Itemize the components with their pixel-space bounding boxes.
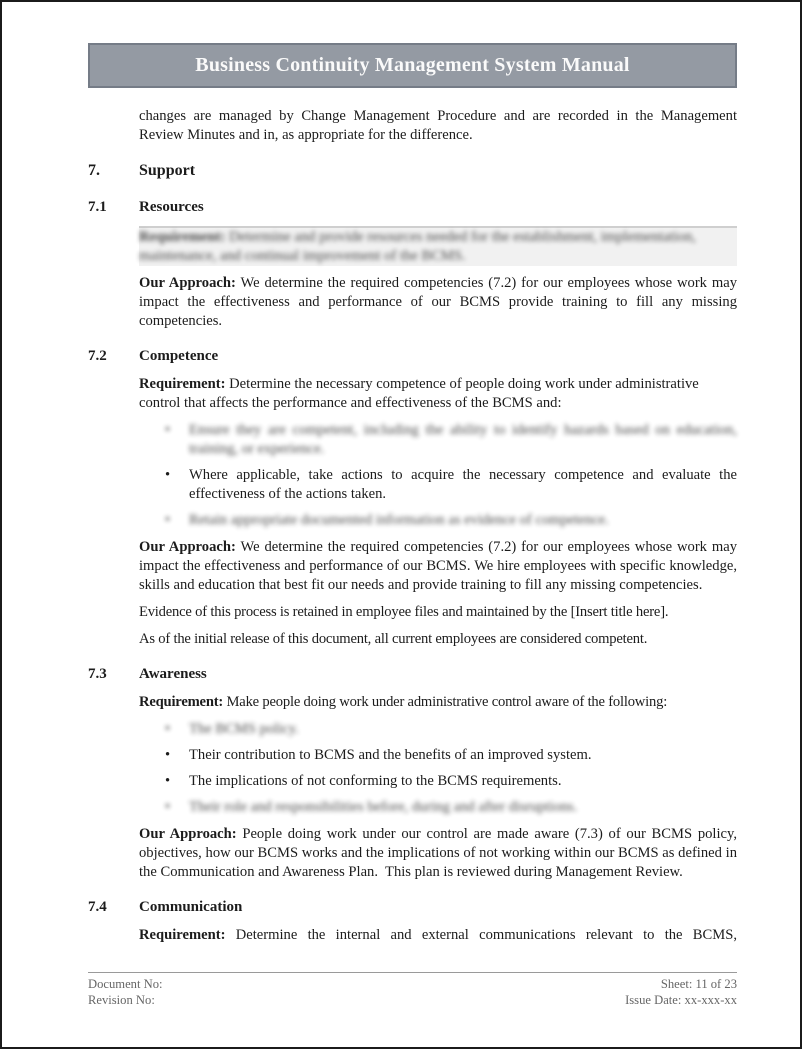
requirement-label: Requirement:	[139, 229, 226, 245]
our-approach-paragraph	[139, 825, 737, 882]
bullet-text: Where applicable, take actions to acquire the necessary competence and evaluate the effectiveness of the actions taken.	[189, 467, 737, 502]
requirement-paragraph	[139, 375, 719, 413]
revision-no-label: Revision No:	[88, 993, 155, 1007]
our-approach-text: We determine the required competencies (7.2) for our employees whose work may impact the effectiveness and performance of our BCMS. We hire employees with specific knowledge, skills and education that best fit our needs and provide training to fill any missing competencies.	[139, 539, 738, 593]
redacted-requirement-block	[139, 226, 737, 266]
bullet-text: Their contribution to BCMS and the benefits of an improved system.	[189, 747, 592, 763]
page-footer	[88, 972, 737, 1008]
requirement-text: Determine the necessary competence of people doing work under administrative control that affects the performance and effectiveness of the BCMS and:	[139, 376, 699, 411]
bullet-item	[139, 772, 737, 791]
section-7-3-heading	[88, 666, 737, 682]
bullet-text: Their role and responsibilities before, during and after disruptions.	[189, 799, 578, 815]
bullet-item-redacted	[139, 511, 737, 530]
our-approach-label: Our Approach:	[139, 539, 236, 555]
our-approach-text: People doing work under our control are made aware (7.3) of our BCMS policy, objectives, how our BCMS works and the implications of not working within our BCMS as defined in the Communication and Awareness Plan. This plan is reviewed during Management Review.	[139, 826, 737, 880]
requirement-paragraph	[139, 693, 737, 712]
bullet-list	[139, 421, 737, 530]
page-content	[2, 2, 800, 945]
heading-number: 7.1	[88, 199, 107, 215]
evidence-paragraph: Evidence of this process is retained in employee files and maintained by the [Insert title here].	[139, 604, 669, 620]
heading-title: Competence	[139, 348, 219, 364]
bullet-item-redacted	[139, 720, 737, 739]
heading-title: Communication	[139, 899, 243, 915]
heading-title: Support	[139, 162, 196, 179]
sheet-label: Sheet: 11 of 23	[660, 977, 737, 991]
intro-paragraph: changes are managed by Change Management Procedure and are recorded in the Management Review Minutes and in, as appropriate for the difference.	[139, 108, 737, 143]
heading-number: 7.4	[88, 899, 107, 915]
our-approach-paragraph	[139, 538, 737, 595]
section-7-1-heading	[88, 199, 737, 215]
requirement-paragraph	[139, 926, 737, 945]
bullet-item-redacted	[139, 798, 737, 817]
our-approach-text: We determine the required competencies (7.2) for our employees whose work may impact the effectiveness and performance of our BCMS provide training to fill any missing competencies.	[139, 275, 738, 329]
heading-number: 7.2	[88, 348, 107, 364]
bullet-text: Retain appropriate documented information as evidence of competence.	[189, 512, 609, 528]
bullet-item	[139, 746, 737, 765]
banner-title: Business Continuity Management System Manual	[195, 54, 630, 76]
heading-number: 7.	[88, 162, 100, 179]
our-approach-label: Our Approach:	[139, 275, 236, 291]
requirement-paragraph-redacted	[139, 228, 737, 266]
bullet-text: The BCMS policy.	[189, 721, 299, 737]
section-7-heading	[88, 162, 737, 180]
section-7-4-heading	[88, 899, 737, 915]
section-7-2-heading	[88, 348, 737, 364]
footer-right	[625, 976, 737, 1008]
requirement-text: Make people doing work under administrative control aware of the following:	[223, 694, 668, 710]
footer-left	[88, 976, 163, 1008]
requirement-label: Requirement:	[139, 376, 226, 392]
bullet-text: Ensure they are competent, including the ability to identify hazards based on education, training, or experience.	[189, 422, 737, 457]
competency-note-paragraph: As of the initial release of this document, all current employees are considered competent.	[139, 631, 648, 647]
requirement-label: Requirement:	[139, 927, 226, 943]
bullet-text: The implications of not conforming to the BCMS requirements.	[189, 773, 562, 789]
our-approach-label: Our Approach:	[139, 826, 237, 842]
requirement-label: Requirement:	[139, 694, 224, 710]
bullet-item-redacted	[139, 421, 737, 459]
our-approach-paragraph	[139, 274, 737, 331]
heading-title: Resources	[139, 199, 204, 215]
heading-title: Awareness	[139, 666, 207, 682]
bullet-list	[139, 720, 737, 817]
bullet-item	[139, 466, 737, 504]
document-no-label: Document No:	[88, 977, 163, 991]
heading-number: 7.3	[88, 666, 107, 682]
requirement-text: Determine and provide resources needed for the establishment, implementation, maintenance, and continual improvement of the BCMS.	[139, 229, 696, 264]
requirement-text: Determine the internal and external communications relevant to the BCMS,	[225, 927, 737, 943]
header-banner	[88, 43, 737, 88]
issue-date-label: Issue Date: xx-xxx-xx	[625, 993, 737, 1007]
